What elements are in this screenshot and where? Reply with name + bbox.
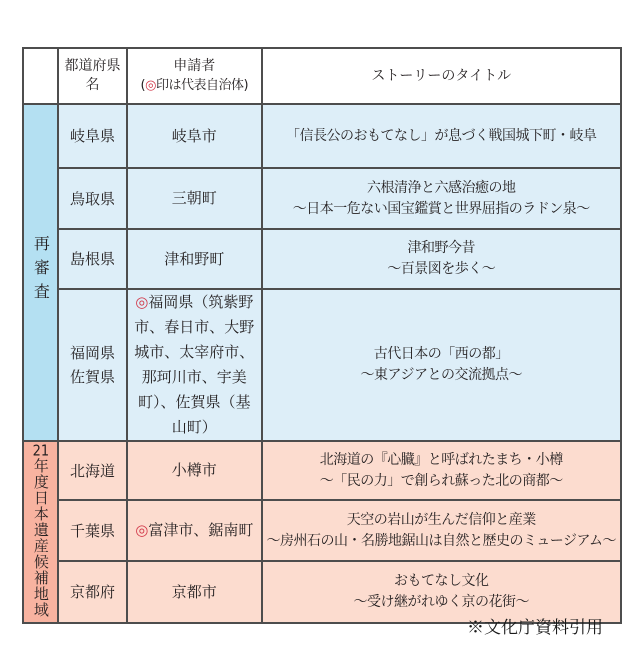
applicant-cell [127, 104, 261, 168]
section-label-text: 年度日本遺産候補地域 [31, 457, 50, 618]
story-title-line: ～東アジアとの交流拠点～ [360, 367, 522, 383]
prefecture-cell [58, 441, 127, 500]
applicant-text: 小樽市 [171, 461, 217, 479]
applicant-text: 津和野町 [164, 249, 225, 268]
prefecture-cell [58, 289, 127, 441]
applicant-text: 富津市、鋸南町 [148, 521, 254, 539]
source-note: ※文化庁資料引用 [467, 618, 603, 638]
story-title-line: 「信長公のおもてなし」が息づく戦国城下町・岐阜 [286, 127, 597, 144]
section-resurvey-label [23, 104, 58, 441]
corner-spacer [23, 48, 58, 104]
section-label-year: 21 [32, 442, 50, 458]
col-header-applicant-label: 申請者 [173, 58, 216, 74]
applicant-text: 三朝町 [171, 189, 217, 207]
applicant-cell [127, 441, 261, 500]
col-header-applicant [127, 48, 261, 104]
prefecture-cell [58, 229, 127, 289]
applicant-text: 福岡県（筑紫野市、春日市、大野城市、太宰府市、那珂川市、宇美町）、佐賀県（基山町） [134, 293, 255, 436]
representative-mark-icon: ◎ [135, 293, 149, 311]
prefecture-text: 岐阜県 [69, 127, 115, 145]
representative-mark-icon: ◎ [135, 521, 149, 539]
prefecture-cell [58, 500, 127, 561]
prefecture-text: 島根県 [69, 250, 115, 268]
note-open-paren: ( [140, 78, 146, 93]
story-title-line: 津和野今昔 [407, 240, 475, 256]
prefecture-text: 千葉県 [69, 521, 115, 540]
story-title-line: おもてなし文化 [394, 573, 489, 589]
table-row [23, 168, 621, 229]
story-title-line: ～百景図を歩く～ [387, 261, 496, 277]
table-row [23, 229, 621, 289]
story-title-cell [262, 441, 621, 500]
story-title-cell [262, 500, 621, 561]
story-title-line: ～「民の力」で創られ蘇った北の商都～ [319, 472, 563, 489]
story-title-line: ～日本一危ない国宝鑑賞と世界屈指のラドン泉～ [292, 200, 590, 217]
prefecture-text: 福岡県 [69, 344, 115, 362]
table-row [23, 441, 621, 500]
col-header-story-title-label: ストーリーのタイトル [371, 67, 512, 84]
story-title-cell [262, 289, 621, 441]
col-header-prefecture [58, 48, 127, 104]
table-row [23, 500, 621, 561]
story-title-cell [262, 104, 621, 168]
col-header-applicant-note [132, 76, 256, 95]
prefecture-cell [58, 168, 127, 229]
col-header-story-title [262, 48, 621, 104]
prefecture-cell [58, 104, 127, 168]
story-title-line: 天空の岩山が生んだ信仰と産業 [346, 511, 536, 528]
prefecture-text: 北海道 [69, 461, 115, 480]
applicant-cell [127, 500, 261, 561]
story-title-line: 古代日本の「西の都」 [373, 346, 509, 362]
table-row [23, 104, 621, 168]
section-candidate-label [23, 441, 58, 623]
applicant-cell [127, 229, 261, 289]
applicant-text: 岐阜市 [171, 126, 217, 145]
story-title-line: ～房州石の山・名勝地鋸山は自然と歴史のミュージアム～ [266, 532, 616, 549]
story-title-cell [262, 229, 621, 289]
prefecture-cell [58, 561, 127, 623]
prefecture-text: 京都府 [69, 583, 115, 601]
story-title-line: 六根清浄と六感治癒の地 [367, 179, 516, 196]
heritage-table [22, 47, 622, 624]
section-label-text: 再審査 [31, 234, 51, 307]
applicant-cell [127, 168, 261, 229]
note-rest-text: 印は代表自治体) [155, 78, 249, 93]
story-title-line: ～受け継がれゆく京の花街～ [353, 594, 529, 610]
story-title-cell [262, 168, 621, 229]
vertical-label [33, 443, 48, 618]
applicant-cell [127, 561, 261, 623]
applicant-text: 京都市 [171, 582, 217, 601]
vertical-label [31, 234, 51, 307]
story-title-line: 北海道の『心臓』と呼ばれたまち・小樽 [319, 451, 563, 468]
prefecture-text: 鳥取県 [69, 189, 115, 208]
representative-mark-icon: ◎ [145, 78, 156, 93]
header-row [23, 48, 621, 104]
table-row [23, 289, 621, 441]
prefecture-text: 佐賀県 [69, 368, 115, 386]
applicant-cell [127, 289, 261, 441]
col-header-prefecture-label: 都道府県名 [64, 58, 121, 93]
